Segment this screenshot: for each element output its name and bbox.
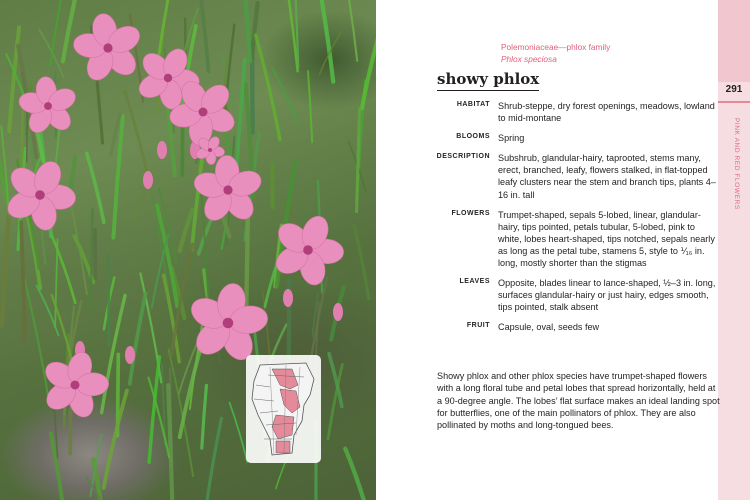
plant-family — [501, 41, 610, 65]
flower-bud — [157, 141, 167, 159]
field-value: Spring — [498, 133, 525, 144]
grass-blade — [130, 293, 146, 383]
field-label: BLOOMS — [456, 133, 490, 141]
field-value: Subshrub, glandular-hairy, taprooted, stems many, erect, branched, leafy, flowers stalked, in flat-topped leafy clusters near the stem and branch tips, plants 4–16 in. tall — [498, 153, 716, 200]
grass-blade — [357, 108, 360, 211]
grass-blade — [102, 295, 125, 412]
grass-blade — [87, 153, 104, 222]
field-value: Capsule, oval, seeds few — [498, 322, 600, 333]
page-title: showy phlox — [437, 70, 539, 91]
scientific-name: Phlox speciosa — [501, 54, 557, 64]
grass-blade — [256, 35, 280, 139]
section-tab-cap — [718, 0, 750, 82]
grass-blade — [104, 391, 127, 488]
field-value: Trumpet-shaped, sepals 5-lobed, linear, glandular-hairy, tips pointed, petals tubular, 5-lobed, pink to white, lobes heart-shaped, tips notched, sepals nearly as long as the petal tube, stamens 5, style to ⅟₁₆ in. long, mostly shorter than the stigmas — [498, 209, 715, 269]
grass-blade — [21, 222, 25, 341]
range-map-icon — [246, 355, 321, 463]
field-value: Opposite, blades linear to lance-shaped, ½–3 in. long, surfaces glandular-hairy or just hairy, edges smooth, tips pointed, stalk absent — [498, 278, 716, 313]
field-fruit — [376, 321, 718, 333]
field-blooms — [376, 132, 718, 144]
field-label: HABITAT — [456, 101, 490, 108]
phlox-flower — [3, 157, 77, 232]
field-label: FLOWERS — [451, 209, 490, 217]
grass-blade — [201, 2, 208, 71]
grass-blade — [125, 91, 150, 184]
grass-blade — [51, 234, 75, 302]
page-number: 291 — [725, 84, 743, 95]
grass-blade — [354, 225, 369, 298]
grass-blade — [202, 385, 207, 448]
grass-blade — [244, 0, 251, 61]
grass-blade — [308, 71, 312, 142]
grass-blade — [2, 216, 9, 325]
page-number-rule — [718, 101, 750, 103]
flower-bud — [125, 346, 135, 364]
field-label: DESCRIPTION — [436, 153, 490, 161]
grass-blade — [362, 25, 376, 109]
grass-blade — [90, 209, 92, 310]
range-map — [246, 355, 321, 463]
grass-blade — [24, 279, 48, 396]
grass-blade — [108, 256, 109, 345]
text-page — [376, 0, 750, 500]
grass-blade — [237, 59, 245, 169]
field-list — [376, 100, 718, 342]
flower-bud — [283, 289, 293, 307]
grass-blade — [205, 418, 221, 500]
field-label: LEAVES — [459, 278, 490, 286]
grass-blade — [230, 403, 248, 463]
field-value: Shrub-steppe, dry forest openings, meadows, lowland to mid-montane — [498, 101, 715, 124]
flower-bud — [333, 303, 343, 321]
phlox-flower — [41, 350, 109, 421]
field-habitat — [376, 100, 718, 124]
field-description — [376, 152, 718, 200]
field-flowers — [376, 209, 718, 269]
grass-blade — [168, 385, 172, 500]
flower-bud — [143, 171, 153, 189]
field-leaves — [376, 277, 718, 313]
description-paragraph: Showy phlox and other phlox species have trumpet-shaped flowers with a long floral tube and petal lobes that spread horizontally, held at a 90-degree angle. The lobes’ flat surface makes an ideal landing spot for butterflies, one of the main pollinators of phlox. They are also pollinated by moths and long-tongued bees. — [437, 371, 720, 431]
section-label: PINK AND RED FLOWERS — [733, 118, 740, 210]
family-name: Polemoniaceae—phlox family — [501, 42, 611, 52]
grass-blade — [345, 449, 367, 500]
grass-blade — [252, 3, 258, 61]
field-label: FRUIT — [466, 322, 490, 330]
grass-blade — [348, 0, 357, 61]
phlox-flower — [72, 12, 144, 85]
